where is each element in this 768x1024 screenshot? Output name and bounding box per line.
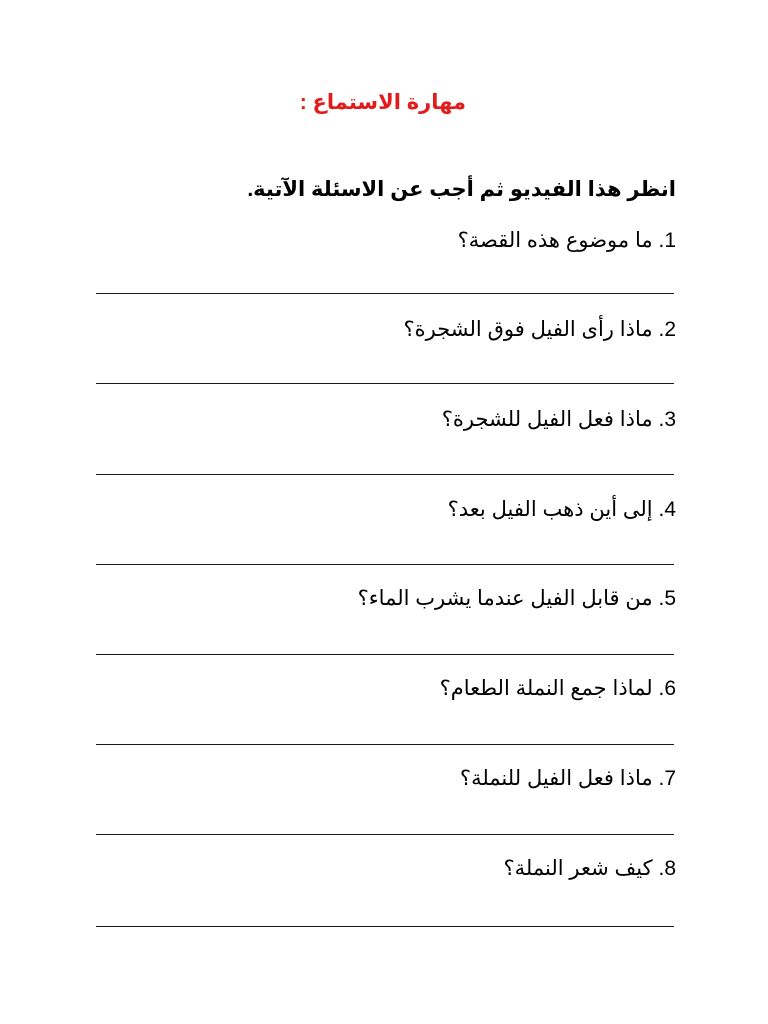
question-8 [96,855,676,883]
question-6 [96,675,676,703]
question-text: من قابل الفيل عندما يشرب الماء؟ [357,587,653,610]
answer-line-6[interactable] [96,744,674,745]
question-4 [96,496,676,524]
question-3 [96,406,676,434]
question-text: كيف شعر النملة؟ [503,857,653,880]
question-number: 2. [658,318,676,341]
question-number: 4. [658,498,676,521]
question-5 [96,585,676,613]
question-text: إلى أين ذهب الفيل بعد؟ [447,498,653,521]
question-number: 3. [658,408,676,431]
answer-line-3[interactable] [96,474,674,475]
answer-line-7[interactable] [96,834,674,835]
answer-line-4[interactable] [96,564,674,565]
answer-line-8[interactable] [96,926,674,927]
question-text: ماذا فعل الفيل للنملة؟ [459,767,653,790]
question-text: ماذا رأى الفيل فوق الشجرة؟ [403,318,653,341]
question-text: ما موضوع هذه القصة؟ [457,229,653,252]
question-number: 6. [658,677,676,700]
question-number: 1. [658,229,676,252]
answer-line-2[interactable] [96,383,674,384]
answer-line-1[interactable] [96,293,674,294]
section-heading: مهارة الاستماع : [299,91,466,114]
question-number: 5. [658,587,676,610]
question-number: 7. [658,767,676,790]
question-2 [96,316,676,344]
question-number: 8. [658,857,676,880]
answer-line-5[interactable] [96,654,674,655]
question-7 [96,765,676,793]
question-1 [96,227,676,255]
instruction-text: انظر هذا الفيديو ثم أجب عن الاسئلة الآتية. [247,178,676,201]
question-text: لماذا جمع النملة الطعام؟ [439,677,653,700]
question-text: ماذا فعل الفيل للشجرة؟ [441,408,653,431]
